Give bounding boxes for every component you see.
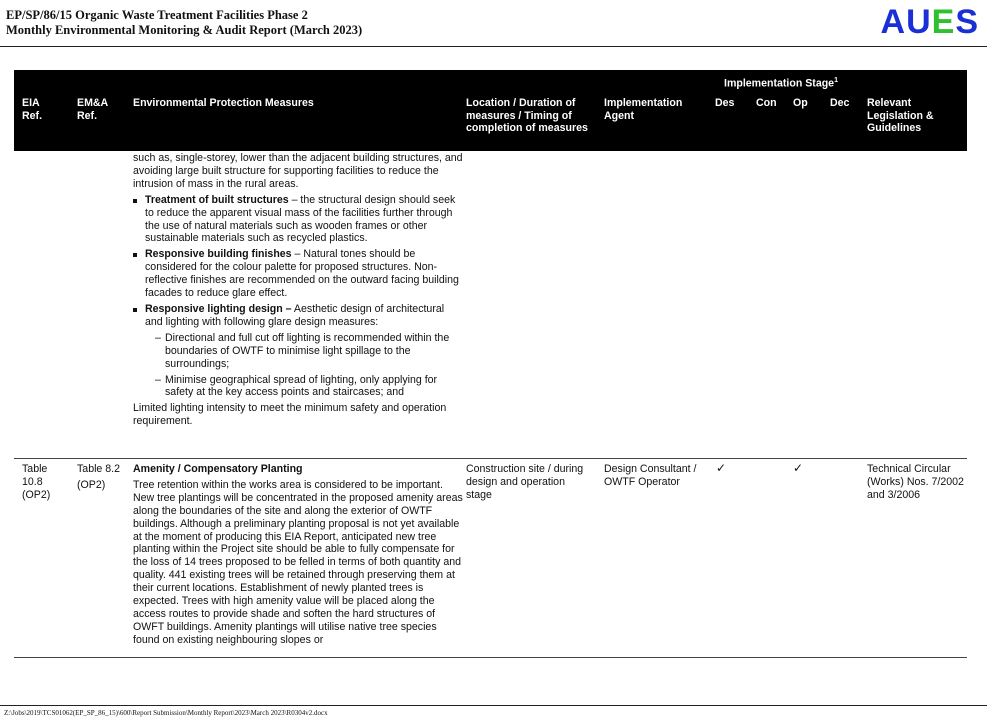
amenity-measures xyxy=(133,463,463,647)
file-path-footer: Z:\Jobs\2019\TCS01062(EP_SP_86_15)\600\Report Submission\Monthly Report\2023\March 2023\R0304v2.docx xyxy=(4,709,328,717)
bullet-building-finishes: Responsive building finishes – Natural tones should be considered for the colour palette for proposed structures. Non-reflective finishes are recommended on the outward facing building facades to reduce glare effect. xyxy=(133,248,463,300)
col-op: Op xyxy=(793,97,808,109)
table-header xyxy=(14,70,967,151)
measures-intro: such as, single-storey, lower than the adjacent building structures, and avoiding large built structure for supporting facilities to reduce the intrusion of mass in the rural areas. xyxy=(133,152,463,190)
col-des: Des xyxy=(715,97,735,109)
col-agent: Implementation Agent xyxy=(604,97,683,122)
col-measures: Environmental Protection Measures xyxy=(133,97,314,109)
row-divider xyxy=(14,458,967,459)
col-ema-ref: EM&A Ref. xyxy=(77,97,108,122)
report-title-line1: EP/SP/86/15 Organic Waste Treatment Facilities Phase 2 xyxy=(6,8,308,22)
col-location: Location / Duration of measures / Timing of completion of measures xyxy=(466,97,588,134)
col-con: Con xyxy=(756,97,777,109)
report-title-line2: Monthly Environmental Monitoring & Audit Report (March 2023) xyxy=(6,23,363,37)
dash-directional-lighting: – Directional and full cut off lighting is recommended within the boundaries of OWTF to minimise light spillage to the surroundings; xyxy=(155,331,450,370)
amenity-body: Tree retention within the works area is considered to be important. New tree plantings will be concentrated in the proposed amenity areas along the boundaries of the site and along the exterior of OWTF buildings. Although a preliminary planting proposal is not yet available at the moment of producing this EIA Report, anticipated new tree planting within the Project site should be able to fully compensate for the loss of 14 trees proposed to be felled in terms of both quantity and quality. 441 existing trees will be retained through preserving them at their current locations. Establishment of newly planted trees is expected. Trees with high amenity value will be placed along the access routes to provide shade and soften the hard structures of OWFT buildings. Amenity plantings will utilise native tree species found on existing neighbouring slopes or xyxy=(133,478,463,646)
footer-divider xyxy=(0,705,987,706)
header-divider xyxy=(0,46,987,47)
col-dec: Dec xyxy=(830,97,850,109)
table-bottom-line xyxy=(14,657,967,658)
report-title xyxy=(6,8,362,38)
amenity-ema-ref: Table 8.2 (OP2) xyxy=(77,463,120,491)
amenity-des-check: ✓ xyxy=(716,461,727,475)
measures-continued xyxy=(133,152,463,428)
amenity-agent: Design Consultant / OWTF Operator xyxy=(604,463,697,488)
bullet-lighting-design: Responsive lighting design – Aesthetic design of architectural and lighting with following glare design measures: xyxy=(133,303,463,329)
measures-closing: Limited lighting intensity to meet the minimum safety and operation requirement. xyxy=(133,402,447,428)
aues-logo: AUES xyxy=(880,3,979,41)
amenity-legislation: Technical Circular (Works) Nos. 7/2002 and 3/2006 xyxy=(867,463,964,501)
col-implementation-stage: Implementation Stage$^1$ xyxy=(724,77,838,90)
amenity-title: Amenity / Compensatory Planting xyxy=(133,463,303,475)
bullet-built-structures: Treatment of built structures – the structural design should seek to reduce the apparent visual mass of the facilities further through the use of natural materials such as wooden frames or other sustainable materials such as recycled plastics. xyxy=(133,194,463,246)
dash-geographical-spread: – Minimise geographical spread of lighting, only applying for safety at the key access points and staircases; and xyxy=(155,373,438,399)
amenity-op-check: ✓ xyxy=(793,461,804,475)
amenity-location: Construction site / during design and operation stage xyxy=(466,463,584,501)
col-eia-ref: EIA Ref. xyxy=(22,97,43,122)
col-legislation: Relevant Legislation & Guidelines xyxy=(867,97,934,134)
amenity-eia-ref: Table 10.8 (OP2) xyxy=(22,463,51,501)
